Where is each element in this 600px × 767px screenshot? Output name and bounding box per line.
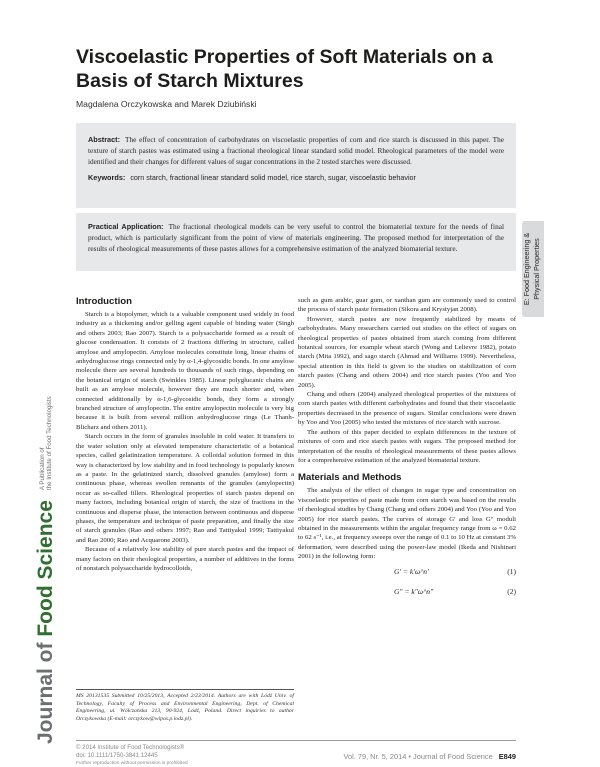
intro-paragraph-1: Starch is a biopolymer, which is a valuable component used widely in food industry as a thickening and/or gelling agent capable of binding water (Singh and others 2003; Rao 2007). Starch is a polysaccharide formed as a result of glucose condensation. It consists of 2 fractions differing in structure, called amylose and amylopectin. Amylose molecules constitute long, linear chains of anhydroglucose rings connected only by α-1,4-glycosidic bonds. In one amylose molecule there are several hundreds to thousands of such rings, depending on the botanical origin of starch (Swinkles 1985). Linear polyglucanic chains are built as an amylose molecule, however they are much shorter and, when connected additionally by α-1,6-glycosidic bonds, they form a strongly branched structure of amylopectin. The entire amylopectin molecule is very big because it is built from several million anhydroglucose rings (Le Thanh-Blicharz and others 2011). (76, 311, 294, 431)
right-paragraph-3: Chang and others (2004) analyzed rheological properties of the mixtures of corn starch pastes with different carbohydrates and found that their viscoelastic properties decreased in the presence of sugars. Similar conclusions were drawn by Yoo and Yoo (2005) who tested the mixtures of rice starch with sucrose. (298, 391, 516, 427)
intro-paragraph-2: Starch occurs in the form of granules insoluble in cold water. It transfers to the water solution only at elevated temperature characteristic of a botanical species, called gelatinization temperature. A colloidal solution formed in this way is characterized by low stability and in food technology is popularly known as a paste. In the gelatinized starch, dissolved granules (amylose) form a continuous phase, whereas swollen remnants of the granules (amylopectin) occur as so-called fillers. Rheological properties of starch pastes depend on many factors, including botanical origin of starch, the size of fractions in the continuous and disperse phase, the interaction between continuous and disperse phases, the temperature and technique of paste preparation, and finally the size of starch granules (Rao and others 1997; Rao and Tattiyakul 1999; Tattiyakul and Rao 2000; Rao and Acquarone 2003). (76, 433, 294, 544)
equation-1-expression: G′ = k′ω^n′ (394, 566, 429, 576)
footer-copyright: © 2014 Institute of Food Technologists® (76, 744, 185, 751)
page-number: E849 (498, 752, 516, 761)
equation-1 (298, 562, 516, 582)
article-title: Viscoelastic Properties of Soft Materials on a Basis of Starch Mixtures (76, 46, 493, 92)
abstract-box (76, 123, 516, 208)
footer-citation: Vol. 79, Nr. 5, 2014 • Journal of Food Science (343, 752, 493, 761)
keywords-label: Keywords: (88, 173, 126, 183)
journal-brand-part-2: Food Science (34, 500, 57, 637)
right-paragraph-1: such as gum arabic, guar gum, or xanthan gum are commonly used to control the process of starch paste formation (Sikora and Krystyjan 2008). (298, 297, 516, 314)
section-tab-line-1: E: Food Engineering & (522, 232, 531, 306)
practical-application-box (76, 213, 516, 271)
keywords-line (88, 172, 504, 183)
practical-text: The fractional rheological models can be very useful to control the biomaterial texture for the needs of final product, which is particularly significant from the point of view of materials engineering. The proposed method for interpretation of the results of rheological measurements of these pastes allows for a comprehensive estimation of the analyzed biomaterial texture. (88, 222, 504, 254)
abstract-paragraph (88, 134, 504, 167)
right-paragraph-4: The authors of this paper decided to explain differences in the texture of mixtures of corn and rice starch pastes with sugars. The proposed method for interpretation of the results of rheological measurements of these pastes allows for a comprehensive estimation of the analyzed biomaterial texture. (298, 428, 516, 464)
journal-brand-part-1: Journal of (34, 636, 57, 744)
publisher-note-line-1: A Publication of (38, 447, 46, 491)
footer-left (76, 744, 188, 767)
methods-paragraph: The analysis of the effect of changes in sugar type and concentration on viscoelastic properties of paste made from corn starch was based on the results of rheological studies by Chang (Chang and others 2004) and Yoo (Yoo and Yoo 2005) for rice starch pastes. The curves of storage G′ and loss G″ moduli obtained in the measurements within the angular frequency range from ω = 0.62 to 62 s⁻¹, i.e., at frequency sweeps over the range of 0.1 to 10 Hz at constant 3% deformation, were described using the power-law model (Ikeda and Nishinari 2001) in the following form: (298, 487, 516, 561)
equation-2 (298, 582, 516, 602)
right-column (298, 296, 516, 602)
equation-2-expression: G″ = k″ω^n″ (394, 586, 434, 596)
left-column (76, 296, 294, 573)
equation-1-number: (1) (507, 566, 516, 576)
publisher-note (39, 396, 54, 490)
section-tab-line-2: Physical Properties (531, 238, 541, 300)
manuscript-footnote: MS 20131535 Submitted 10/25/2013, Accepted 2/23/2014. Authors are with Lódź Univ. of Technology, Faculty of Process and Environmental Engineering, Dept. of Chemical Engineering, ul. Wólczańska 213, 90-924, Lódź, Poland. Direct inquiries to author Orczykowska (E-mail: orczykow@wipos.p.lodz.pl). (76, 689, 294, 723)
materials-methods-heading: Materials and Methods (298, 472, 402, 484)
right-paragraph-2: However, starch pastes are now frequently stabilized by means of carbohydrates. Many researchers carried out studies on the effect of sugars on rheological properties of pastes obtained from starch coming from different botanical sources, for example wheat starch (Wong and Lelievre 1982), potato starch (Mita 1992), and sago starch (Ahmad and Williams 1999). Nevertheless, special attention in this field is given to the studies on stabilization of corn starch pastes (Chang and others 2004) and rice starch pastes (Yoo and Yoo 2005). (298, 315, 516, 389)
footer-divider (76, 740, 516, 741)
article-authors: Magdalena Orczykowska and Marek Dziubiński (76, 99, 257, 109)
footer-notice: Further reproduction without permission is prohibited (76, 760, 188, 766)
section-tab-label (522, 221, 544, 317)
journal-brand (34, 500, 58, 744)
footer-doi[interactable]: doi: 10.1111/1750-3841.12445 (76, 751, 158, 759)
intro-paragraph-3: Because of a relatively low stability of pure starch pastes and the impact of many factors on their rheological properties, a number of additives in the forms of nonstarch polysaccharide hydrocolloids, (76, 546, 294, 572)
journal-spine (34, 396, 58, 744)
keywords-text: corn starch, fractional linear standard solid model, rice starch, sugar, viscoelastic behavior (130, 173, 416, 183)
practical-paragraph (88, 221, 504, 254)
abstract-text: The effect of concentration of carbohydrates on viscoelastic properties of corn and rice starch is discussed in this paper. The texture of starch pastes was estimated using a fractional rheological linear standard solid model. Rheological parameters of the model were identified and their changes for different values of sugar concentrations in the 2 tested starches were discussed. (88, 135, 504, 167)
publisher-note-line-2: the Institute of Food Technologists (46, 396, 53, 491)
introduction-heading: Introduction (76, 296, 132, 307)
practical-label: Practical Application: (88, 222, 164, 231)
footer-right (343, 752, 516, 761)
equation-2-number: (2) (507, 586, 516, 596)
abstract-label: Abstract: (88, 135, 121, 144)
